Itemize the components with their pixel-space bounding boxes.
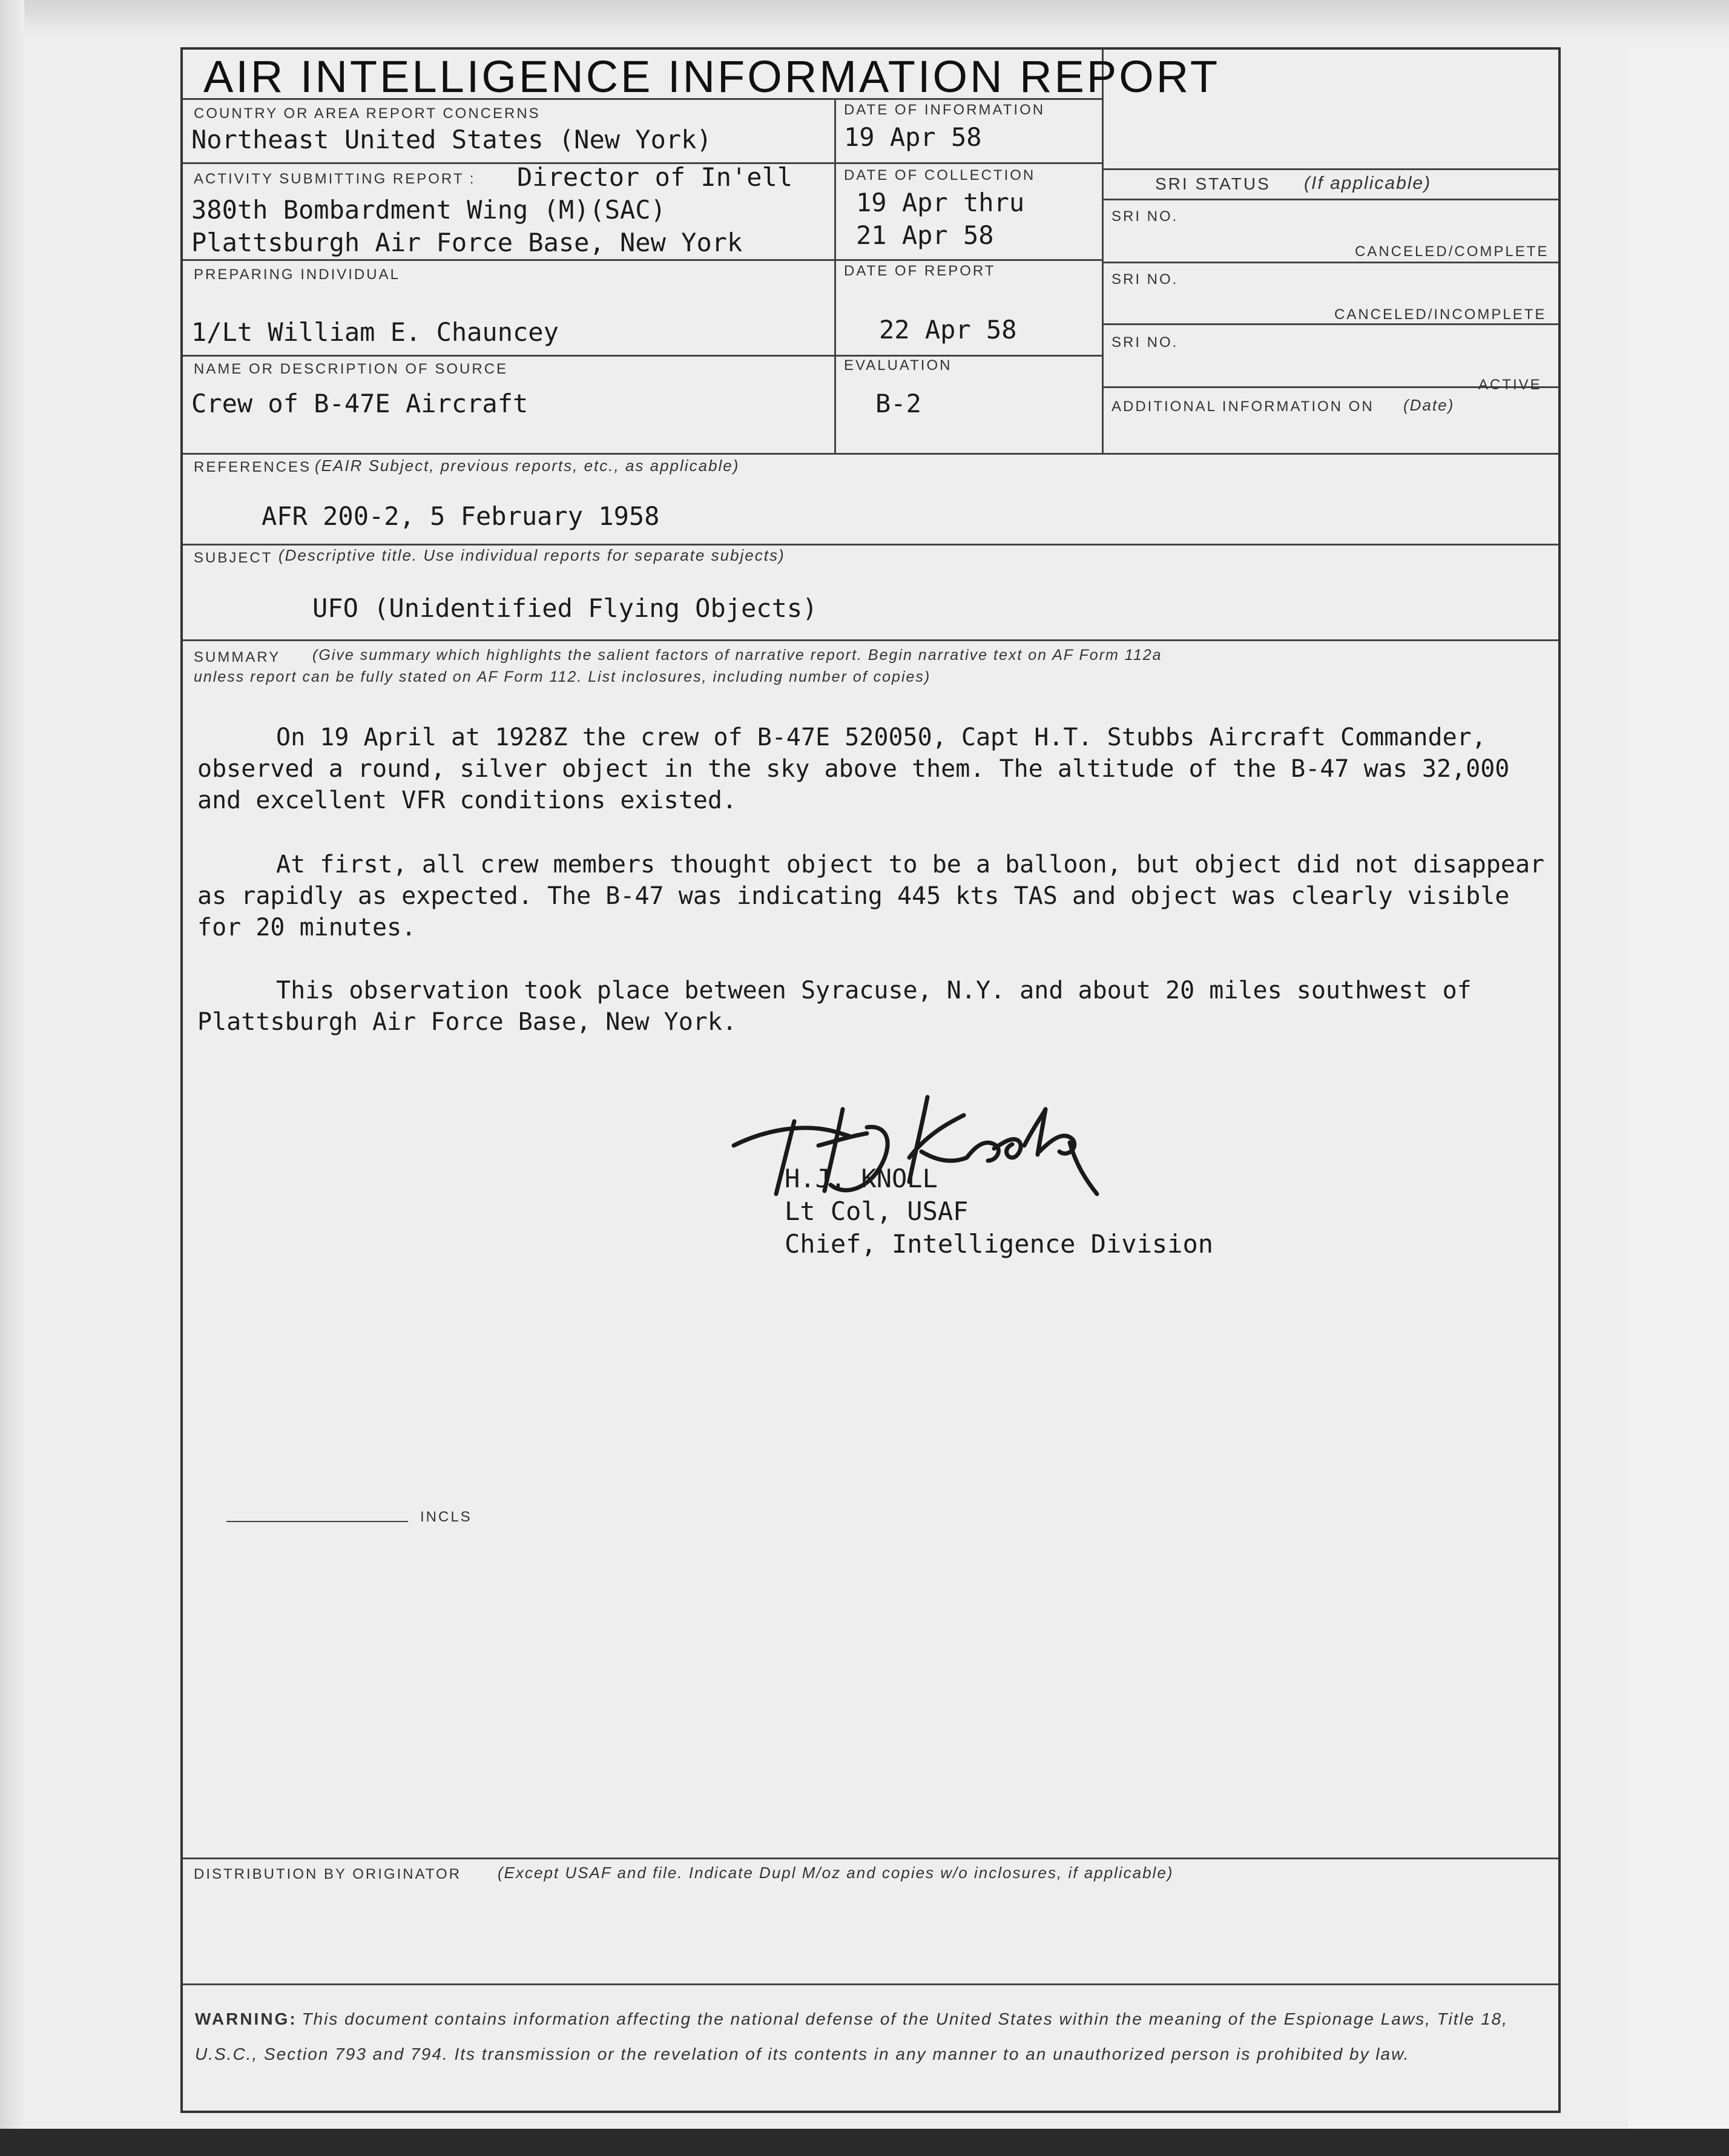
scan-edge-left xyxy=(0,0,24,2156)
label-subject-note: (Descriptive title. Use individual reports for separate subjects) xyxy=(278,546,785,564)
label-source: NAME OR DESCRIPTION OF SOURCE xyxy=(194,361,509,377)
value-activity-line-2: 380th Bombardment Wing (M)(SAC) xyxy=(191,195,666,225)
signature-name: H.J. KNOLL xyxy=(785,1164,938,1193)
label-sri-no-2: SRI NO. xyxy=(1112,271,1179,288)
value-date-of-information: 19 Apr 58 xyxy=(844,122,982,152)
rule-distribution xyxy=(183,1858,1558,1859)
rule-title-right xyxy=(1102,50,1104,453)
value-date-of-collection-2: 21 Apr 58 xyxy=(856,220,994,250)
value-preparing-individual: 1/Lt William E. Chauncey xyxy=(191,317,559,347)
label-date-of-information: DATE OF INFORMATION xyxy=(844,102,1046,118)
value-country: Northeast United States (New York) xyxy=(191,125,712,154)
rule-incls xyxy=(226,1521,408,1522)
signature-position: Chief, Intelligence Division xyxy=(785,1229,1214,1259)
label-additional-info: ADDITIONAL INFORMATION ON xyxy=(1112,398,1374,415)
label-sri-no-1: SRI NO. xyxy=(1112,208,1179,225)
warning-body: This document contains information affecting the national defense of the United States within the meaning of the Espionage Laws, Title 18, U.S.C., Section 793 and 794. Its transmission or the revelation of its contents in any manner to an unauthorized person is prohibited by law. xyxy=(195,2009,1509,2063)
summary-paragraph-3: This observation took place between Syracuse, N.Y. and about 20 miles southwest of Plattsburgh Air Force Base, New York. xyxy=(197,977,1472,1036)
scan-edge-bottom xyxy=(0,2129,1729,2156)
rule-subject xyxy=(183,639,1558,641)
label-active: ACTIVE xyxy=(1478,377,1542,393)
label-sri-status-note: (If applicable) xyxy=(1304,173,1432,193)
value-evaluation: B-2 xyxy=(875,389,921,418)
rule-row-preparing xyxy=(183,355,1103,357)
label-sri-status: SRI STATUS xyxy=(1155,174,1271,193)
label-references-note: (EAIR Subject, previous reports, etc., as applicable) xyxy=(315,457,740,475)
value-activity-line-1: Director of In'ell xyxy=(517,162,793,192)
label-activity: ACTIVITY SUBMITTING REPORT : xyxy=(194,171,476,187)
label-distribution-note: (Except USAF and file. Indicate Dupl M/oz and copies w/o inclosures, if applicable) xyxy=(498,1864,1174,1882)
rule-references xyxy=(183,544,1558,546)
scan-edge-top xyxy=(0,0,1729,36)
summary-paragraph-1: On 19 April at 1928Z the crew of B-47E 520050, Capt H.T. Stubbs Aircraft Commander, observed a round, silver object in the sky above them. The altitude of the B-47 was 32,000 and excellent VFR conditions existed. xyxy=(197,724,1510,814)
label-sri-no-3: SRI NO. xyxy=(1112,334,1179,351)
rule-row-source xyxy=(183,453,1558,455)
rule-sri-top xyxy=(1103,168,1558,170)
label-evaluation: EVALUATION xyxy=(844,357,952,374)
value-references: AFR 200-2, 5 February 1958 xyxy=(262,501,660,531)
rule-date-column xyxy=(834,98,836,453)
rule-sri-status xyxy=(1103,199,1558,200)
warning-text xyxy=(195,2002,1557,2072)
label-distribution: DISTRIBUTION BY ORIGINATOR xyxy=(194,1866,462,1882)
label-canceled-complete: CANCELED/COMPLETE xyxy=(1355,243,1549,260)
signature-rank: Lt Col, USAF xyxy=(785,1196,969,1226)
scan-edge-right xyxy=(1629,48,1729,2129)
rule-sri-1 xyxy=(1103,262,1558,263)
warning-heading: WARNING: xyxy=(195,2009,297,2028)
report-form xyxy=(180,47,1561,2113)
value-date-of-report: 22 Apr 58 xyxy=(879,315,1017,344)
label-references: REFERENCES xyxy=(194,459,312,475)
label-summary-note-2: unless report can be fully stated on AF Form 112. List inclosures, including number of copies) xyxy=(194,668,931,685)
label-preparing-individual: PREPARING INDIVIDUAL xyxy=(194,266,400,283)
label-summary: SUMMARY xyxy=(194,649,281,665)
rule-row-activity xyxy=(183,259,1103,261)
form-title: AIR INTELLIGENCE INFORMATION REPORT xyxy=(203,51,1220,102)
value-activity-line-3: Plattsburgh Air Force Base, New York xyxy=(191,228,743,257)
label-additional-info-note: (Date) xyxy=(1403,396,1455,414)
label-country: COUNTRY OR AREA REPORT CONCERNS xyxy=(194,105,541,122)
label-subject: SUBJECT xyxy=(194,550,273,566)
label-incls: INCLS xyxy=(420,1509,472,1525)
label-canceled-incomplete: CANCELED/INCOMPLETE xyxy=(1334,306,1547,323)
label-summary-note-1: (Give summary which highlights the salient factors of narrative report. Begin narrative text on AF Form 112a xyxy=(312,647,1162,664)
rule-sri-2 xyxy=(1103,323,1558,325)
value-source: Crew of B-47E Aircraft xyxy=(191,389,529,418)
rule-warning xyxy=(183,1983,1558,1985)
summary-paragraph-2: At first, all crew members thought object to be a balloon, but object did not disappear as rapidly as expected. The B-47 was indicating 445 kts TAS and object was clearly visible for 20 minutes. xyxy=(197,851,1545,941)
value-subject: UFO (Unidentified Flying Objects) xyxy=(312,593,818,623)
value-date-of-collection-1: 19 Apr thru xyxy=(856,188,1025,217)
label-date-of-collection: DATE OF COLLECTION xyxy=(844,167,1036,183)
label-date-of-report: DATE OF REPORT xyxy=(844,263,996,279)
